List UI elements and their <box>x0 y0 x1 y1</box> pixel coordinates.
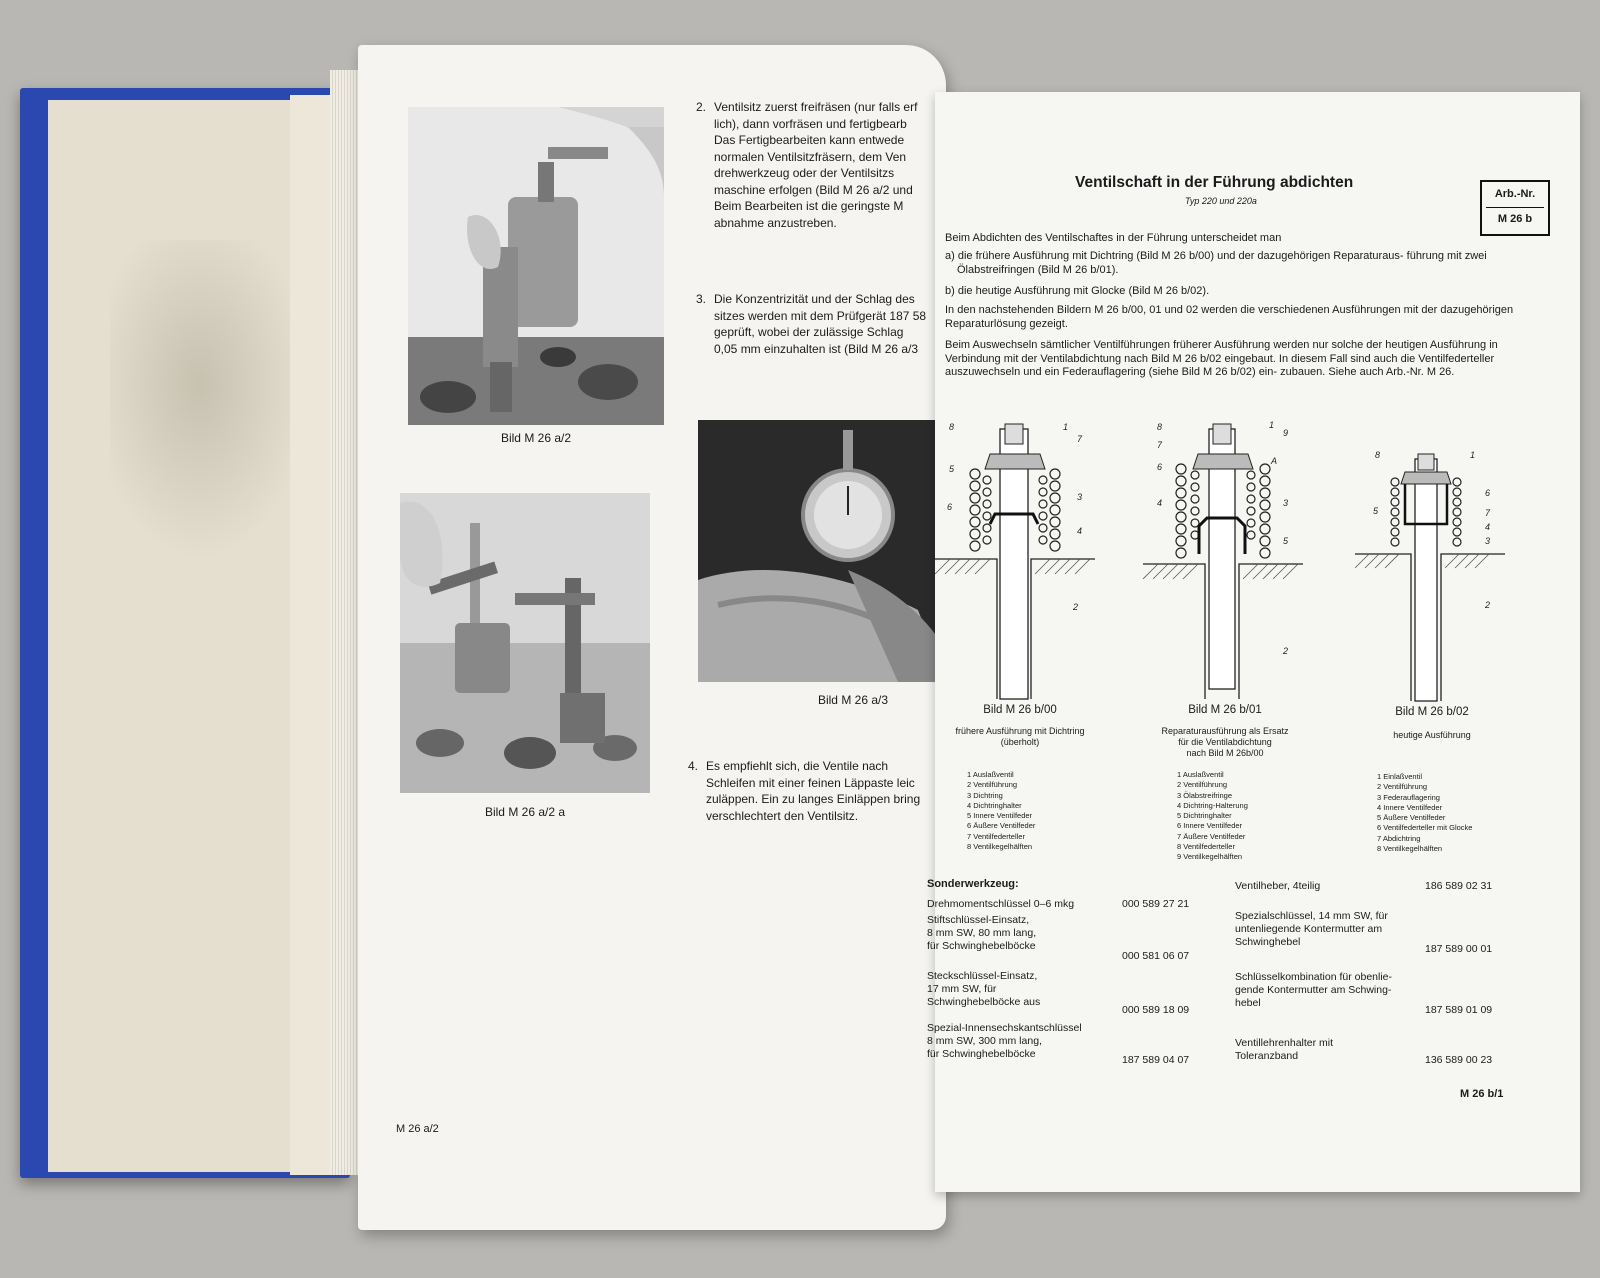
callout: 7 <box>1157 440 1163 450</box>
step2-line: normalen Ventilsitzfräsern, dem Ven <box>714 149 907 164</box>
arb-nr-value: M 26 b <box>1497 213 1533 225</box>
left-page-number: M 26 a/2 <box>396 1123 439 1135</box>
step3-line: sitzes werden mit dem Prüfgerät 187 58 <box>714 308 927 323</box>
callout: 7 <box>1077 434 1083 444</box>
step4-line: verschlechtert den Ventilsitz. <box>706 808 859 823</box>
paragraph-3: Beim Auswechseln sämtlicher Ventilführungen früherer Ausführung werden nur solche der heutigen Ausführung in Verbindung mit der Ventilabdichtung nach Bild M 26 b/02 eingebaut. In diesem Fall sind auch die Ventilfederteller auszuwechseln und ein Federauflagering (siehe Bild M 26 b/02) ein- zubauen. Siehe auch Arb.-Nr. M 26. <box>945 339 1498 378</box>
photo1-caption: Bild M 26 a/2 <box>500 431 572 445</box>
page-title: Ventilschaft in der Führung abdichten <box>1075 174 1354 191</box>
valve-seal-diagram-repair <box>1143 414 1303 704</box>
step2-line: drehwerkzeug oder der Ventilsitzs <box>714 166 895 180</box>
endpaper-stain <box>110 240 310 560</box>
item-a: a) die frühere Ausführung mit Dichtring (Bild M 26 b/00) und der dazugehörigen Reparaturaus- führung mit zwei Ölabstreifringen (Bild M 26 b/01). <box>945 250 1487 276</box>
tool-code: 186 589 02 31 <box>1425 880 1493 892</box>
callout: 5 <box>949 464 955 474</box>
figure-caption: Bild M 26 b/01 <box>1188 704 1262 716</box>
legend-figure-3: 1 Einlaßventil 2 Ventilführung 3 Federauflagering 4 Innere Ventilfeder 5 Äußere Ventilfeder 6 Ventilfederteller mit Glocke 7 Abdichtring 8 Ventilkegelhälften <box>1377 772 1473 854</box>
figure-caption: Bild M 26 b/02 <box>1395 706 1469 718</box>
callout: 4 <box>1077 526 1083 536</box>
step3-line: Die Konzentrizität und der Schlag des <box>714 292 915 306</box>
tool-code: 000 589 18 09 <box>1122 1004 1190 1016</box>
tools-heading: Sonderwerkzeug: <box>927 878 1019 890</box>
arb-nr-label: Arb.-Nr. <box>1494 188 1536 200</box>
step2-line: lich), dann vorfräsen und fertigbearb <box>714 116 907 131</box>
photo-valve-seat-milling <box>408 107 664 425</box>
callout: 5 <box>1373 506 1379 516</box>
callout: 8 <box>949 422 955 432</box>
step3-line: 0,05 mm einzuhalten ist (Bild M 26 a/3 <box>714 341 919 356</box>
right-page-number: M 26 b/1 <box>1460 1088 1504 1100</box>
tool-code: 187 589 04 07 <box>1122 1054 1190 1066</box>
callout: 3 <box>1283 498 1289 508</box>
photo2-caption: Bild M 26 a/2 a <box>484 805 566 819</box>
step2-line: maschine erfolgen (Bild M 26 a/2 und <box>714 182 913 197</box>
step2-line: Beim Bearbeiten ist die geringste M <box>714 199 904 213</box>
callout: 8 <box>1157 422 1163 432</box>
left-page <box>358 45 946 1230</box>
legend-figure-2: 1 Auslaßventil 2 Ventilführung 3 Ölabstreifringe 4 Dichtring-Halterung 5 Dichtringhalter 6 Innere Ventilfeder 7 Äußere Ventilfeder 8 Ventilfederteller 9 Ventilkegelhälften <box>1177 770 1248 862</box>
tool-item: Steckschlüssel-Einsatz, 17 mm SW, für Schwinghebelböcke aus <box>927 970 1041 1008</box>
tool-item: Spezial-Innensechskantschlüssel 8 mm SW, 300 mm lang, für Schwinghebelböcke <box>927 1022 1082 1060</box>
tool-item: Drehmomentschlüssel 0–6 mkg <box>927 898 1075 910</box>
step4-line: Schleifen mit einer feinen Läppaste leic <box>706 775 915 790</box>
callout: 1 <box>1063 422 1069 432</box>
photo3-caption: Bild M 26 a/3 <box>817 693 889 707</box>
arb-nr-divider <box>1486 207 1544 208</box>
callout: 4 <box>1157 498 1163 508</box>
right-page <box>927 92 1580 1192</box>
figure-subcaption: frühere Ausführung mit Dichtring (überholt) <box>955 726 1085 747</box>
page-subtitle: Typ 220 und 220a <box>1185 196 1257 206</box>
callout: 1 <box>1470 450 1476 460</box>
callout: 7 <box>1485 508 1491 518</box>
callout: 2 <box>1485 600 1491 610</box>
tool-item: Schlüsselkombination für obenlie- gende Kontermutter am Schwing- hebel <box>1235 971 1393 1009</box>
tool-code: 000 589 27 21 <box>1122 898 1190 910</box>
step-3: 3. Die Konzentrizität und der Schlag des sitzes werden mit dem Prüfgerät 187 58 geprüft, wobei der zulässige Schlag 0,05 mm einzuhalten ist (Bild M 26 a/3 <box>696 291 956 357</box>
item-b: b) die heutige Ausführung mit Glocke (Bild M 26 b/02). <box>945 285 1210 297</box>
callout: 6 <box>1157 462 1163 472</box>
callout: 6 <box>947 502 953 512</box>
valve-seal-diagram-current <box>1355 444 1505 706</box>
figure-subcaption: Reparaturausführung als Ersatz für die Ventilabdichtung nach Bild M 26b/00 <box>1161 726 1289 758</box>
step-2: 2. Ventilsitz zuerst freifräsen (nur falls erf lich), dann vorfräsen und fertigbearb Das Fertigbearbeiten kann entwede normalen Ventilsitzfräsern, dem Ven drehwerkzeug oder der Ventilsitzs maschine erfolgen (Bild M 26 a/2 und Beim Bearbeiten ist die geringste M abnahme anzustreben. <box>696 99 956 231</box>
callout: 2 <box>1073 602 1079 612</box>
callout: 4 <box>1485 522 1491 532</box>
callout: 9 <box>1283 428 1289 438</box>
intro-paragraph: Beim Abdichten des Ventilschaftes in der Führung unterscheidet man <box>945 232 1282 244</box>
tool-code: 000 581 06 07 <box>1122 950 1190 962</box>
step2-line: Das Fertigbearbeiten kann entwede <box>714 133 905 147</box>
figure-caption: Bild M 26 b/00 <box>983 704 1057 716</box>
step2-line: Ventilsitz zuerst freifräsen (nur falls erf <box>714 100 918 114</box>
step-4: 4. Es empfiehlt sich, die Ventile nach Schleifen mit einer feinen Läppaste leic zuläppen. Ein zu langes Einläppen bring verschlechtert den Ventilsitz. <box>688 758 948 824</box>
callout: 5 <box>1283 536 1289 546</box>
step2-line: abnahme anzustreben. <box>714 215 837 230</box>
step4-line: Es empfiehlt sich, die Ventile nach <box>706 759 889 773</box>
callout: 3 <box>1485 536 1491 546</box>
callout: 6 <box>1485 488 1491 498</box>
callout: 8 <box>1375 450 1381 460</box>
tool-code: 187 589 01 09 <box>1425 1004 1493 1016</box>
tool-item: Stiftschlüssel-Einsatz, 8 mm SW, 80 mm lang, für Schwinghebelböcke <box>927 914 1037 952</box>
valve-seal-diagram-old <box>935 414 1095 704</box>
step4-line: zuläppen. Ein zu langes Einläppen bring <box>706 792 921 806</box>
tool-item: Spezialschlüssel, 14 mm SW, für untenliegende Kontermutter am Schwinghebel <box>1235 910 1388 948</box>
photo-valve-seat-gauge-stand <box>400 493 650 793</box>
callout: A <box>1271 456 1278 466</box>
tool-code: 187 589 00 01 <box>1425 943 1493 955</box>
figure-subcaption: heutige Ausführung <box>1393 730 1471 740</box>
tool-item: Ventillehrenhalter mit Toleranzband <box>1235 1037 1334 1062</box>
callout: 3 <box>1077 492 1083 502</box>
callout: 1 <box>1269 420 1275 430</box>
step3-line: geprüft, wobei der zulässige Schlag <box>714 325 904 339</box>
tool-item: Ventilheber, 4teilig <box>1235 880 1321 892</box>
tool-code: 136 589 00 23 <box>1425 1054 1493 1066</box>
paragraph-2: In den nachstehenden Bildern M 26 b/00, 01 und 02 werden die verschiedenen Ausführungen mit der dazugehörigen Reparaturlösung gezeigt. <box>945 304 1514 330</box>
callout: 2 <box>1283 646 1289 656</box>
legend-figure-1: 1 Auslaßventil 2 Ventilführung 3 Dichtring 4 Dichtringhalter 5 Innere Ventilfeder 6 Äußere Ventilfeder 7 Ventilfederteller 8 Ventilkegelhälften <box>967 770 1036 852</box>
arb-nr-box <box>1480 180 1550 236</box>
photo-dial-indicator <box>698 420 946 682</box>
